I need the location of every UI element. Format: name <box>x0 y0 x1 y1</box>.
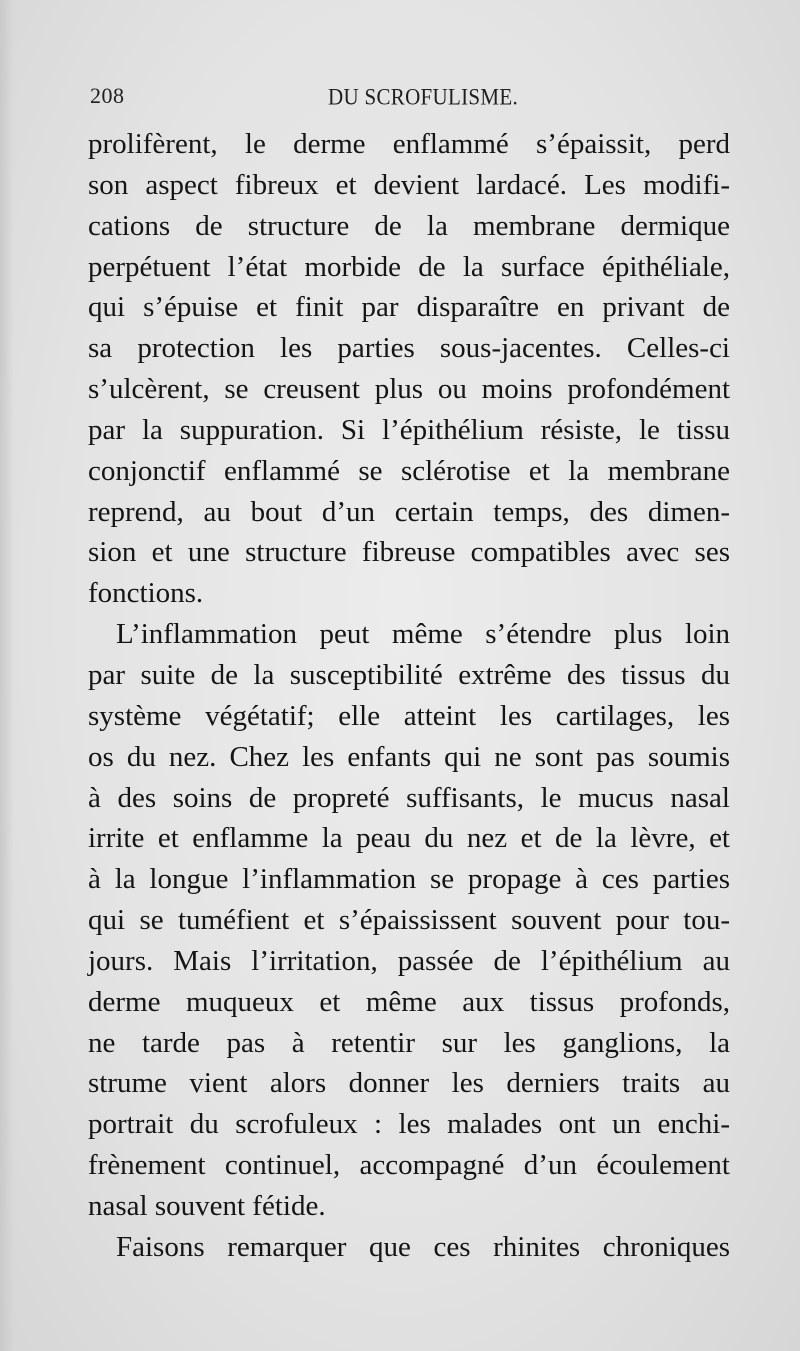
page-number: 208 <box>90 83 125 108</box>
text-line: sa protection les parties sous-jacentes. Celles-ci <box>88 332 730 365</box>
text-line: prolifèrent, le derme enflammé s’épaissit, perd <box>88 128 730 160</box>
text-line: qui s’épuise et finit par disparaître en privant de <box>88 291 730 324</box>
body-text <box>88 124 730 1268</box>
text-line: qui se tuméfient et s’épaississent souvent pour tou- <box>88 904 730 937</box>
text-line: à la longue l’inflammation se propage à ces parties <box>88 863 730 896</box>
text-line: strume vient alors donner les derniers traits au <box>88 1067 730 1100</box>
text-line: portrait du scrofuleux : les malades ont un enchi- <box>88 1108 730 1141</box>
text-line: système végétatif; elle atteint les cartilages, les <box>88 699 730 732</box>
text-line: par la suppuration. Si l’épithélium résiste, le tissu <box>88 413 730 446</box>
text-line: conjonctif enflammé se sclérotise et la membrane <box>88 454 730 487</box>
text-line: s’ulcèrent, se creusent plus ou moins profondément <box>88 373 730 406</box>
text-line: à des soins de propreté suffisants, le mucus nasal <box>88 781 730 814</box>
text-line: Faisons remarquer que ces rhinites chroniques <box>116 1230 730 1263</box>
text-line: reprend, au bout d’un certain temps, des dimen- <box>88 495 730 528</box>
text-line: frènement continuel, accompagné d’un écoulement <box>88 1149 730 1182</box>
text-line: cations de structure de la membrane dermique <box>88 209 730 242</box>
text-line: ne tarde pas à retentir sur les ganglions, la <box>88 1026 730 1059</box>
paragraph <box>88 614 730 1227</box>
running-head <box>88 83 728 113</box>
text-line: par suite de la susceptibilité extrême des tissus du <box>88 658 730 691</box>
paragraph <box>88 124 730 614</box>
text-line: jours. Mais l’irritation, passée de l’épithélium au <box>88 944 730 977</box>
text-line: perpétuent l’état morbide de la surface épithéliale, <box>88 250 730 283</box>
paragraph <box>88 1227 730 1268</box>
text-line: os du nez. Chez les enfants qui ne sont pas soumis <box>88 740 730 773</box>
text-line: fonctions. <box>88 577 204 610</box>
text-line: sion et une structure fibreuse compatibles avec ses <box>88 536 730 569</box>
text-line: nasal souvent fétide. <box>88 1189 326 1222</box>
running-title: DU SCROFULISME. <box>328 83 519 110</box>
text-line: derme muqueux et même aux tissus profonds, <box>88 985 730 1018</box>
text-line: L’inflammation peut même s’étendre plus loin <box>116 618 730 651</box>
text-line: irrite et enflamme la peau du nez et de la lèvre, et <box>88 822 730 855</box>
text-line: son aspect fibreux et devient lardacé. Les modifi- <box>88 168 730 201</box>
page-edge-shadow <box>0 0 14 1351</box>
